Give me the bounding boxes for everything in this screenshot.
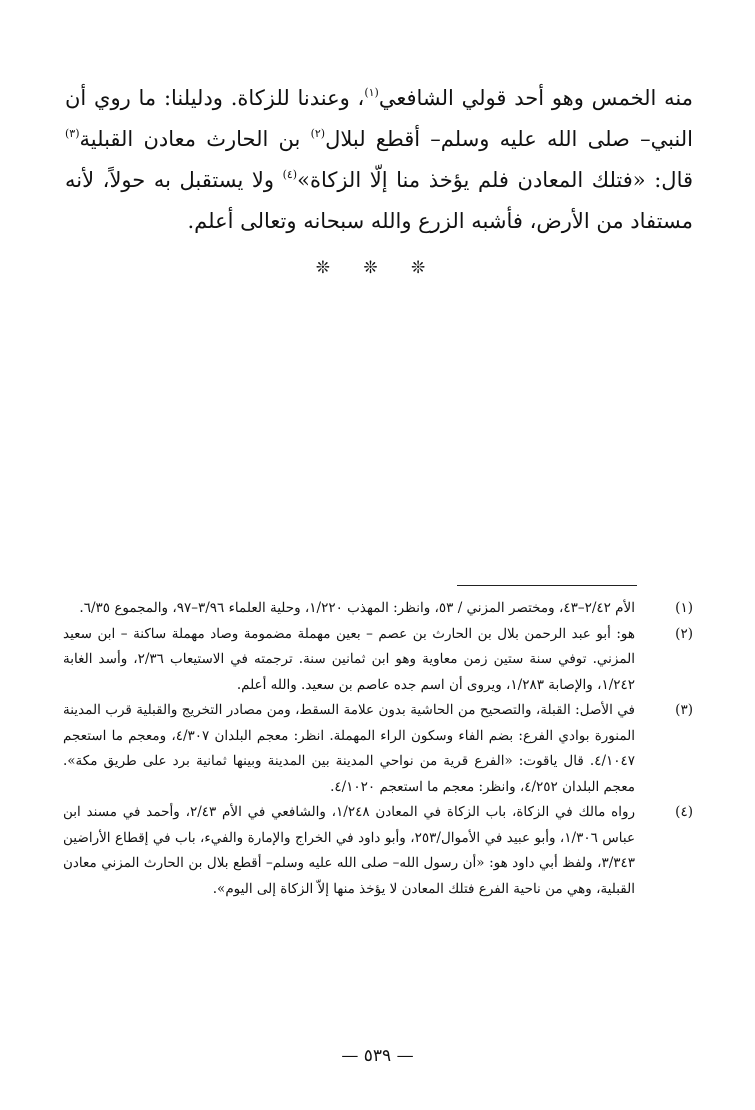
footnote-ref-2[interactable]: (٢) bbox=[310, 127, 326, 140]
footnote-number: (٣) bbox=[675, 702, 693, 718]
main-text bbox=[65, 78, 693, 242]
footnote-4 bbox=[63, 800, 693, 902]
footnote-ref-3[interactable]: (٣) bbox=[65, 127, 80, 140]
text-segment: بن الحارث معادن القبلية bbox=[79, 127, 311, 151]
footnote-number: (٢) bbox=[675, 625, 693, 642]
footnote-number: (١) bbox=[675, 600, 693, 616]
footnote-number: (٤) bbox=[675, 804, 693, 820]
footnote-3 bbox=[63, 698, 693, 800]
section-separator: ❊ ❊ ❊ bbox=[315, 258, 440, 278]
text-segment: ، وعندنا للزكاة. ودليلنا: ما روي أن النبي– صلى الله عليه وسلم– أقطع لبلال bbox=[65, 86, 693, 151]
footnote-text: رواه مالك في الزكاة، باب الزكاة في المعادن ١/٢٤٨، والشافعي في الأم ٢/٤٣، وأحمد في مسند ابن عباس ١/٣٠٦، وأبو عبيد في الأموال/٢٥٣، وأبو داود في الخراج والإمارة والفيء، باب في إقطاع الأراضين ٣/٣٤٣، ولفظ أبي داود هو: «أن رسول الله– صلى الله عليه وسلم– أقطع بلال بن الحارث المزني معادن القبلية، وهي من ناحية الفرع فتلك المعادن لا يؤخذ منها إلاّ الزكاة إلى اليوم». bbox=[63, 804, 636, 897]
text-segment: قال: «فتلك المعادن فلم يؤخذ منا إلّا الزكاة» bbox=[297, 168, 694, 192]
footnote-text: الأم ٢/٤٢–٤٣، ومختصر المزني / ٥٣، وانظر: المهذب ١/٢٢٠، وحلية العلماء ٣/٩٦–٩٧، والمجموع ٦/٣٥. bbox=[79, 600, 635, 616]
footnote-2 bbox=[63, 622, 693, 699]
footnote-1 bbox=[63, 596, 693, 622]
footnote-text: في الأصل: القبلة، والتصحيح من الحاشية بدون علامة السقط، ومن مصادر التخريج والقبلية قرب المدينة المنورة بوادي الفرع: بضم الفاء وسكون الراء المهملة. انظر: معجم البلدان ٤/٣٠٧، ومعجم ما استعجم ٤/١٠٤٧. قال ياقوت: «الفرع قرية من نواحي المدينة بين المدينة وبينها ثمانية برد على طريق مكة». معجم البلدان ٤/٢٥٢، وانظر: معجم ما استعجم ٤/١٠٢٠. bbox=[63, 702, 636, 795]
text-segment: ولا يستقبل به حولاً، لأنه مستفاد من الأرض، فأشبه الزرع والله سبحانه وتعالى أعلم. bbox=[65, 168, 693, 233]
footnote-rule bbox=[457, 585, 637, 586]
page-number: — ٥٣٩ — bbox=[341, 1046, 414, 1066]
main-paragraph bbox=[65, 78, 693, 242]
footnote-ref-4[interactable]: (٤) bbox=[282, 168, 298, 181]
footnote-ref-1[interactable]: (١) bbox=[364, 86, 379, 99]
footnote-text: هو: أبو عبد الرحمن بلال بن الحارث بن عصم – بعين مهملة مضمومة وصاد مهملة ساكنة – ابن سعيد المزني. توفي سنة ستين زمن معاوية وهو ابن ثمانين سنة. ترجمته في الاستيعاب ٢/٣٦، وأسد الغابة ١/٢٤٢، والإصابة ١/٢٨٣، ويروى أن اسم جده عاصم بن سعيد. والله أعلم. bbox=[63, 625, 635, 693]
text-segment: منه الخمس وهو أحد قولي الشافعي bbox=[378, 86, 693, 110]
footnotes bbox=[63, 596, 693, 902]
